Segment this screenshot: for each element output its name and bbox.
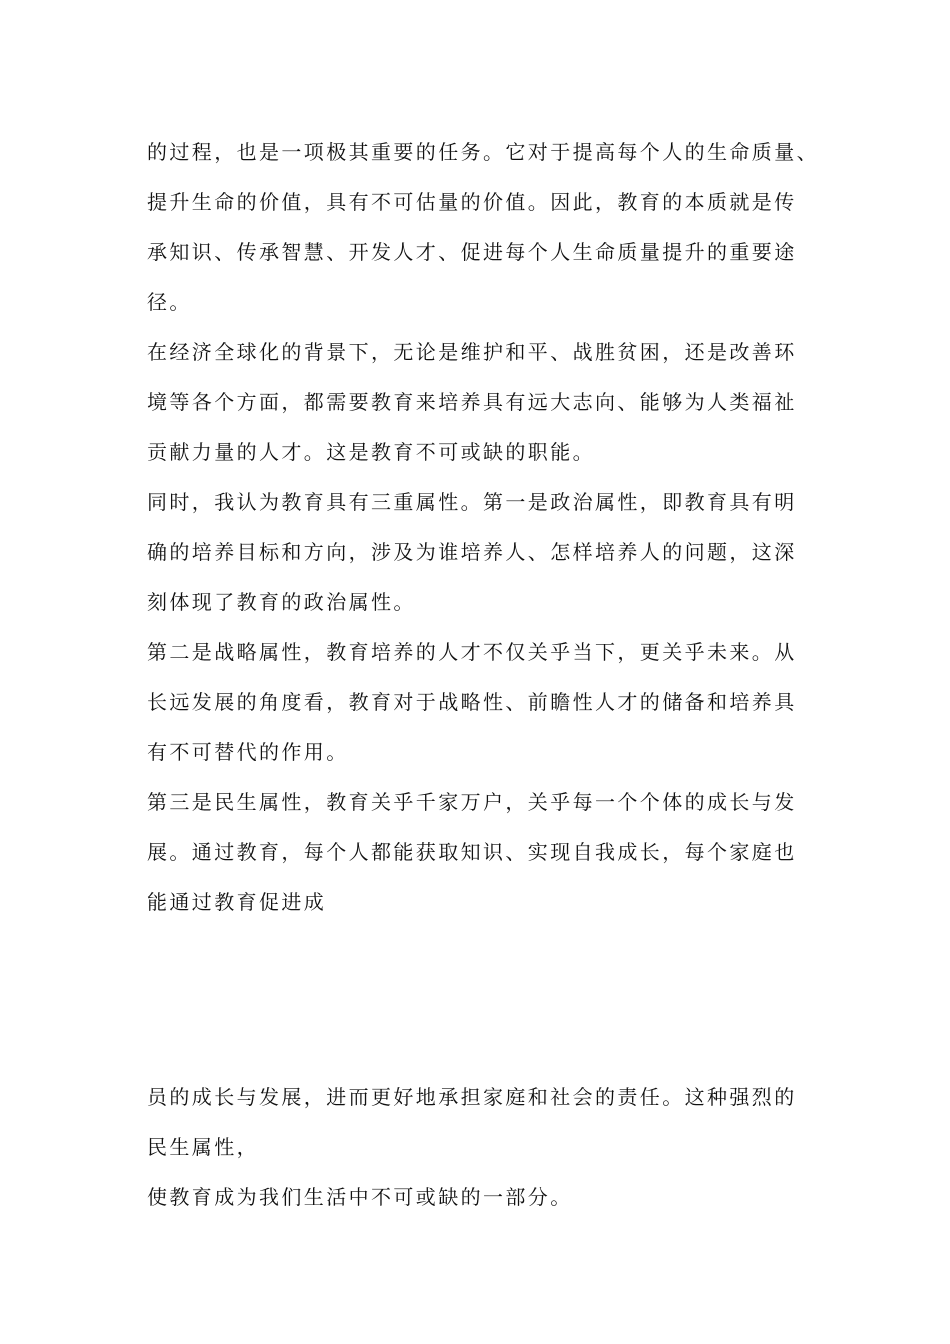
text-block-lower <box>147 1072 817 1222</box>
text-line: 员的成长与发展，进而更好地承担家庭和社会的责任。这种强烈的 <box>147 1085 797 1109</box>
text-line: 能通过教育促进成 <box>147 890 327 914</box>
text-line: 境等各个方面，都需要教育来培养具有远大志向、能够为人类福祉 <box>147 390 797 414</box>
text-line: 确的培养目标和方向，涉及为谁培养人、怎样培养人的问题，这深 <box>147 540 797 564</box>
text-line: 同时，我认为教育具有三重属性。第一是政治属性，即教育具有明 <box>147 490 797 514</box>
text-line: 有不可替代的作用。 <box>147 740 349 764</box>
text-line: 贡献力量的人才。这是教育不可或缺的职能。 <box>147 440 595 464</box>
text-line: 在经济全球化的背景下，无论是维护和平、战胜贫困，还是改善环 <box>147 340 797 364</box>
text-line: 承知识、传承智慧、开发人才、促进每个人生命质量提升的重要途 <box>147 240 797 264</box>
text-line: 提升生命的价值，具有不可估量的价值。因此，教育的本质就是传 <box>147 190 797 214</box>
text-line: 第二是战略属性，教育培养的人才不仅关乎当下，更关乎未来。从 <box>147 640 797 664</box>
text-line: 的过程，也是一项极其重要的任务。它对于提高每个人的生命质量、 <box>147 140 819 164</box>
text-block-upper <box>147 127 817 927</box>
text-line: 径。 <box>147 290 192 314</box>
text-line: 长远发展的角度看，教育对于战略性、前瞻性人才的储备和培养具 <box>147 690 797 714</box>
text-line: 使教育成为我们生活中不可或缺的一部分。 <box>147 1185 573 1209</box>
text-line: 民生属性， <box>147 1135 259 1159</box>
text-line: 刻体现了教育的政治属性。 <box>147 590 416 614</box>
text-line: 展。通过教育，每个人都能获取知识、实现自我成长，每个家庭也 <box>147 840 797 864</box>
text-line: 第三是民生属性，教育关乎千家万户，关乎每一个个体的成长与发 <box>147 790 797 814</box>
